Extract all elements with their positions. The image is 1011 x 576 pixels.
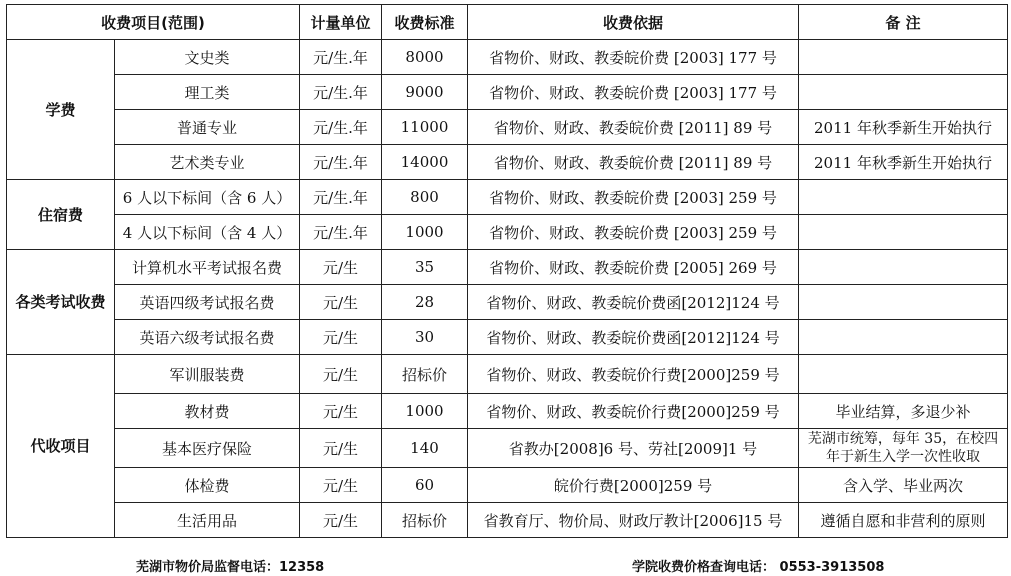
item-cell: 英语六级考试报名费 [115,320,300,355]
item-cell: 普通专业 [115,110,300,145]
note-cell: 含入学、毕业两次 [799,468,1008,503]
item-cell: 基本医疗保险 [115,429,300,468]
item-cell: 生活用品 [115,503,300,538]
standard-cell: 1000 [382,394,468,429]
table-row [7,285,1008,320]
basis-cell: 省物价、财政、教委皖价费 [2003] 177 号 [468,40,799,75]
table-row [7,503,1008,538]
category-cell: 学费 [7,40,115,180]
item-cell: 计算机水平考试报名费 [115,250,300,285]
basis-cell: 省物价、财政、教委皖价费 [2003] 259 号 [468,180,799,215]
standard-cell: 35 [382,250,468,285]
table-row [7,110,1008,145]
item-cell: 艺术类专业 [115,145,300,180]
note-cell [799,355,1008,394]
standard-cell: 28 [382,285,468,320]
note-cell [799,215,1008,250]
note-cell: 毕业结算，多退少补 [799,394,1008,429]
category-cell: 住宿费 [7,180,115,250]
unit-cell: 元/生 [300,285,382,320]
basis-cell: 省物价、财政、教委皖价费 [2011] 89 号 [468,145,799,180]
note-cell [799,180,1008,215]
standard-cell: 30 [382,320,468,355]
header-standard: 收费标准 [382,5,468,40]
unit-cell: 元/生 [300,429,382,468]
header-basis: 收费依据 [468,5,799,40]
note-cell [799,40,1008,75]
table-row [7,40,1008,75]
unit-cell: 元/生.年 [300,145,382,180]
category-cell: 代收项目 [7,355,115,538]
item-cell: 4 人以下标间（含 4 人） [115,215,300,250]
note-cell [799,320,1008,355]
table-row [7,355,1008,394]
standard-cell: 招标价 [382,503,468,538]
standard-cell: 140 [382,429,468,468]
standard-cell: 11000 [382,110,468,145]
basis-cell: 省教办[2008]6 号、劳社[2009]1 号 [468,429,799,468]
basis-cell: 省物价、财政、教委皖价行费[2000]259 号 [468,394,799,429]
basis-cell: 省物价、财政、教委皖价费 [2005] 269 号 [468,250,799,285]
table-row [7,468,1008,503]
item-cell: 军训服装费 [115,355,300,394]
fee-table [6,4,1008,538]
header-row [7,5,1008,40]
table-row [7,215,1008,250]
basis-cell: 皖价行费[2000]259 号 [468,468,799,503]
unit-cell: 元/生.年 [300,215,382,250]
standard-cell: 8000 [382,40,468,75]
header-unit: 计量单位 [300,5,382,40]
note-cell: 2011 年秋季新生开始执行 [799,145,1008,180]
note-cell: 遵循自愿和非营利的原则 [799,503,1008,538]
standard-cell: 60 [382,468,468,503]
standard-cell: 14000 [382,145,468,180]
unit-cell: 元/生 [300,355,382,394]
item-cell: 理工类 [115,75,300,110]
table-row [7,250,1008,285]
basis-cell: 省物价、财政、教委皖价费函[2012]124 号 [468,285,799,320]
standard-cell: 800 [382,180,468,215]
table-row [7,429,1008,468]
standard-cell: 招标价 [382,355,468,394]
table-row [7,394,1008,429]
category-cell: 各类考试收费 [7,250,115,355]
table-row [7,180,1008,215]
unit-cell: 元/生.年 [300,40,382,75]
basis-cell: 省物价、财政、教委皖价费 [2003] 177 号 [468,75,799,110]
note-cell [799,285,1008,320]
note-cell [799,250,1008,285]
unit-cell: 元/生 [300,250,382,285]
standard-cell: 1000 [382,215,468,250]
item-cell: 教材费 [115,394,300,429]
unit-cell: 元/生.年 [300,75,382,110]
note-cell: 芜湖市统筹，每年 35，在校四年于新生入学一次性收取 [799,429,1008,468]
unit-cell: 元/生 [300,468,382,503]
unit-cell: 元/生 [300,503,382,538]
header-note: 备 注 [799,5,1008,40]
item-cell: 文史类 [115,40,300,75]
unit-cell: 元/生.年 [300,180,382,215]
footer-inquiry-phone: 学院收费价格查询电话： 0553-3913508 [632,560,885,575]
unit-cell: 元/生.年 [300,110,382,145]
item-cell: 6 人以下标间（含 6 人） [115,180,300,215]
basis-cell: 省物价、财政、教委皖价费函[2012]124 号 [468,320,799,355]
note-cell: 2011 年秋季新生开始执行 [799,110,1008,145]
note-cell [799,75,1008,110]
item-cell: 英语四级考试报名费 [115,285,300,320]
header-item: 收费项目(范围) [7,5,300,40]
basis-cell: 省物价、财政、教委皖价费 [2003] 259 号 [468,215,799,250]
item-cell: 体检费 [115,468,300,503]
basis-cell: 省教育厅、物价局、财政厅教计[2006]15 号 [468,503,799,538]
table-row [7,145,1008,180]
table-row [7,320,1008,355]
standard-cell: 9000 [382,75,468,110]
unit-cell: 元/生 [300,320,382,355]
unit-cell: 元/生 [300,394,382,429]
basis-cell: 省物价、财政、教委皖价行费[2000]259 号 [468,355,799,394]
footer-supervision-phone: 芜湖市物价局监督电话：12358 [136,560,325,575]
table-row [7,75,1008,110]
basis-cell: 省物价、财政、教委皖价费 [2011] 89 号 [468,110,799,145]
